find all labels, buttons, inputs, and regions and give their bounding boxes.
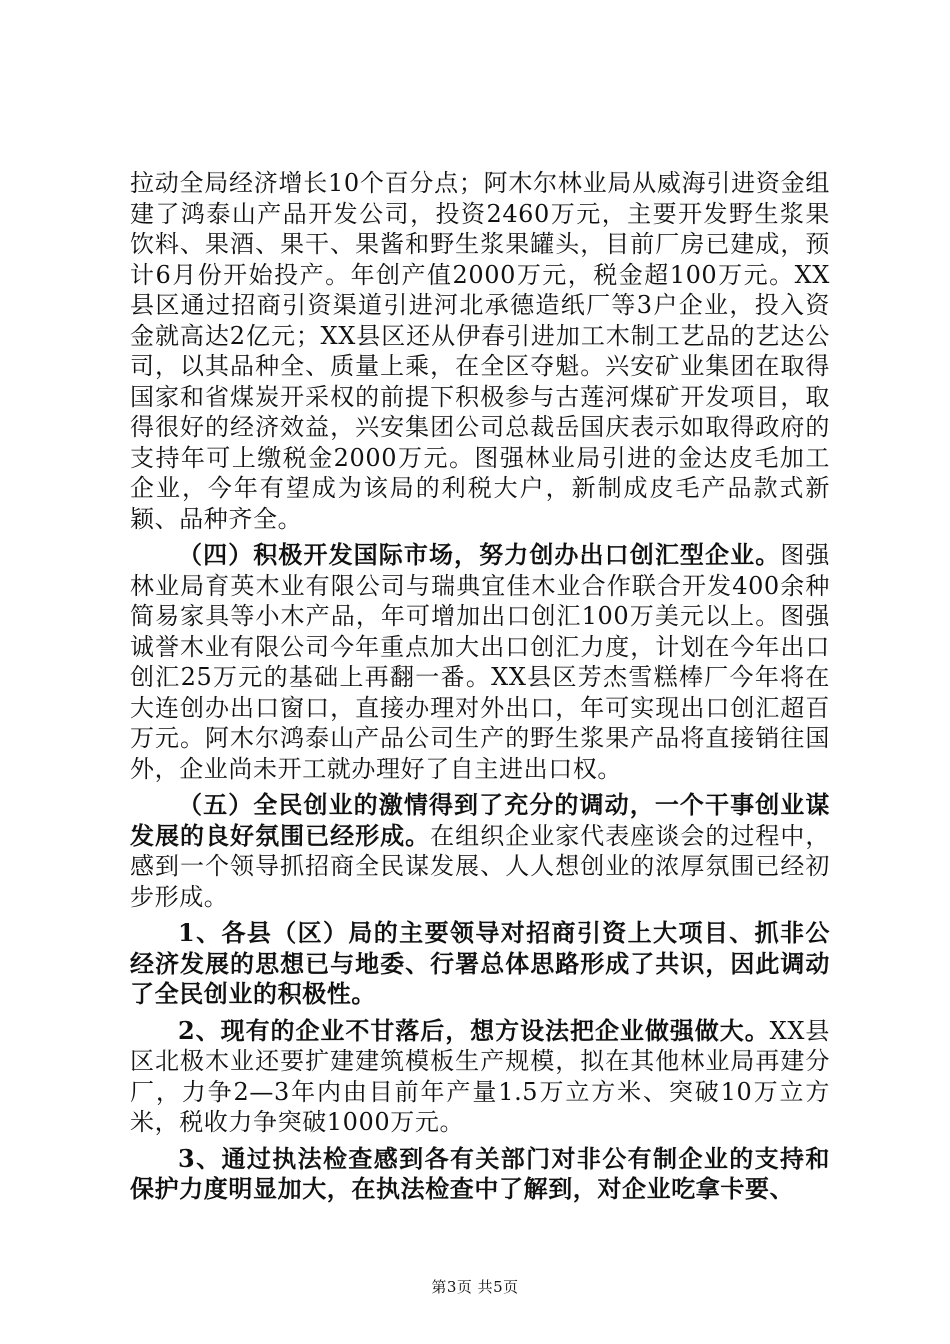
paragraph-3: [130, 790, 830, 912]
document-body: [130, 168, 830, 1211]
paragraph-text: XX县区北极木业还要扩建建筑模板生产规模，拟在其他林业局再建分厂，力争2—3年内由目前年产量1.5万立方米、突破10万立方米，税收力争突破1000万元。: [130, 1016, 830, 1136]
page-footer: [0, 1276, 950, 1297]
paragraph-text: 拉动全局经济增长10个百分点；阿木尔林业局从威海引进资金组建了鸿泰山产品开发公司，投资2460万元，主要开发野生浆果饮料、果酒、果干、果酱和野生浆果罐头，目前厂房已建成，预计6月份开始投产。年创产值2000万元，税金超100万元。XX县区通过招商引资渠道引进河北承德造纸厂等3户企业，投入资金就高达2亿元；XX县区还从伊春引进加工木制工艺品的艺达公司，以其品种全、质量上乘，在全区夺魁。兴安矿业集团在取得国家和省煤炭开采权的前提下积极参与古莲河煤矿开发项目，取得很好的经济效益，兴安集团公司总裁岳国庆表示如取得政府的支持年可上缴税金2000万元。图强林业局引进的金达皮毛加工企业，今年有望成为该局的利税大户，新制成皮毛产品款式新颖、品种齐全。: [130, 169, 830, 533]
page-number-label: 第3页 共5页: [431, 1278, 519, 1296]
paragraph-heading: （四）积极开发国际市场，努力创办出口创汇型企业。: [178, 540, 781, 569]
paragraph-text: 在组织企业家代表座谈会的过程中，感到一个领导抓招商全民谋发展、人人想创业的浓厚氛围已经初步形成。: [130, 821, 830, 911]
paragraph-heading: 1、各县（区）局的主要领导对招商引资上大项目、抓非公经济发展的思想已与地委、行署总体思路形成了共识，因此调动了全民创业的积极性。: [130, 918, 830, 1008]
paragraph-heading: （五）全民创业的激情得到了充分的调动，一个干事创业谋发展的良好氛围已经形成。: [130, 790, 830, 850]
paragraph-1: [130, 168, 830, 534]
paragraph-5: [130, 1016, 830, 1138]
paragraph-heading: 2、现有的企业不甘落后，想方设法把企业做强做大。: [178, 1015, 770, 1045]
paragraph-text: 图强林业局育英木业有限公司与瑞典宜佳木业合作联合开发400余种简易家具等小木产品，年可增加出口创汇100万美元以上。图强诚誉木业有限公司今年重点加大出口创汇力度，计划在今年出口创汇25万元的基础上再翻一番。XX县区芳杰雪糕棒厂今年将在大连创办出口窗口，直接办理对外出口，年可实现出口创汇超百万元。阿木尔鸿泰山产品公司生产的野生浆果产品将直接销往国外，企业尚未开工就办理好了自主进出口权。: [130, 541, 830, 783]
paragraph-2: [130, 540, 830, 784]
paragraph-heading: 3、通过执法检查感到各有关部门对非公有制企业的支持和保护力度明显加大，在执法检查中了解到，对企业吃拿卡要、: [130, 1143, 830, 1203]
paragraph-6: [130, 1144, 830, 1205]
paragraph-4: [130, 918, 830, 1010]
